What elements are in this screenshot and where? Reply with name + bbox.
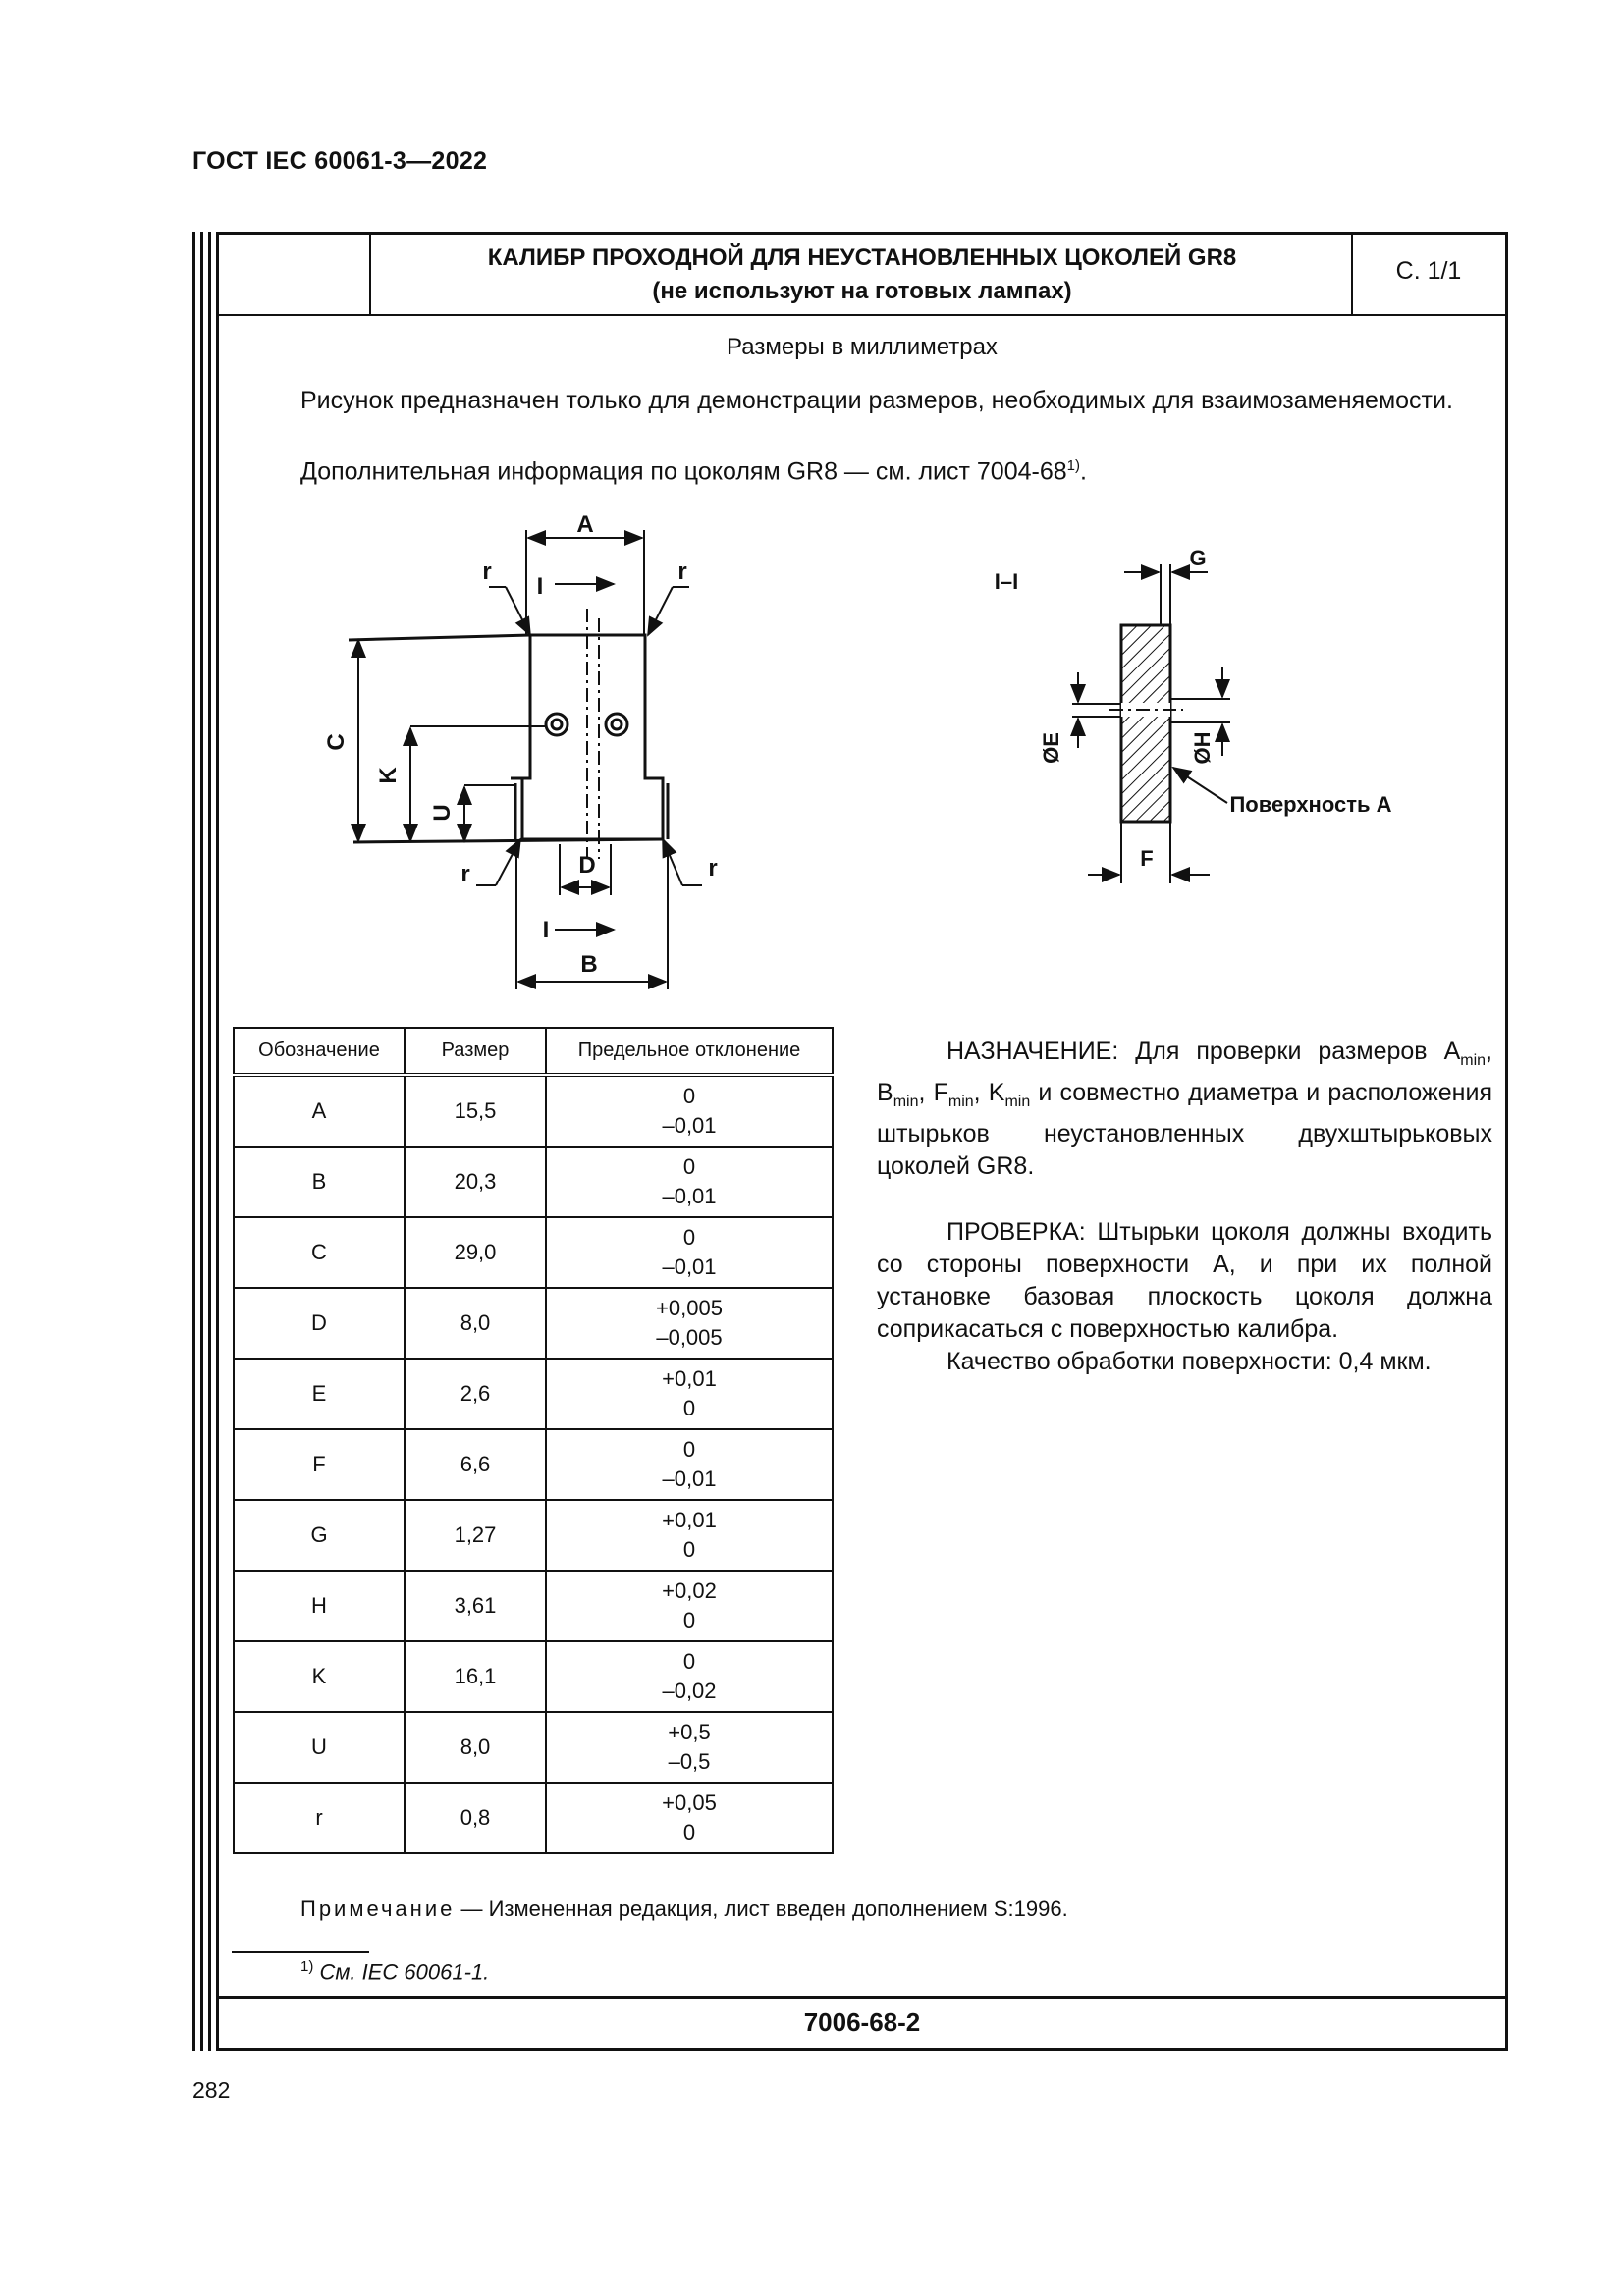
label-f: F bbox=[1140, 846, 1154, 871]
gauge-section-view bbox=[995, 546, 1392, 883]
surface-quality-paragraph: Качество обработки поверхности: 0,4 мкм. bbox=[947, 1348, 1432, 1375]
table-header-row bbox=[234, 1028, 833, 1075]
front-view-labels bbox=[323, 511, 718, 978]
intro-end: . bbox=[1080, 457, 1087, 486]
cell-symbol: G bbox=[234, 1500, 405, 1571]
table-row bbox=[234, 1641, 833, 1712]
cell-size: 6,6 bbox=[405, 1429, 546, 1500]
cell-tolerance: +0,01 0 bbox=[546, 1500, 833, 1571]
purpose-paragraph bbox=[877, 1036, 1492, 1183]
sym-b: B bbox=[877, 1079, 893, 1106]
intro-paragraph: Рисунок предназначен только для демонстрации размеров, необходимых для взаимозаменяемости. bbox=[300, 387, 1453, 414]
cell-tolerance: +0,005 –0,005 bbox=[546, 1288, 833, 1359]
cell-symbol: C bbox=[234, 1217, 405, 1288]
subscript-min: min bbox=[947, 1094, 974, 1110]
frame-border bbox=[216, 2048, 1508, 2051]
frame-border bbox=[216, 232, 1508, 235]
cell-size: 1,27 bbox=[405, 1500, 546, 1571]
header-divider bbox=[369, 232, 371, 316]
table-row bbox=[234, 1075, 833, 1147]
separator: , bbox=[918, 1079, 934, 1106]
sheet-title-line1: КАЛИБР ПРОХОДНОЙ ДЛЯ НЕУСТАНОВЛЕННЫХ ЦОКОЛЕЙ GR8 bbox=[487, 244, 1237, 271]
cell-symbol: K bbox=[234, 1641, 405, 1712]
cell-size: 8,0 bbox=[405, 1288, 546, 1359]
header-divider bbox=[216, 314, 1508, 316]
table-row bbox=[234, 1500, 833, 1571]
label-b: B bbox=[580, 951, 598, 978]
cell-tolerance: 0 –0,01 bbox=[546, 1075, 833, 1147]
label-r: r bbox=[460, 861, 470, 887]
note-text: — Измененная редакция, лист введен дополнением S:1996. bbox=[455, 1896, 1068, 1921]
table-row bbox=[234, 1288, 833, 1359]
sheet-label: С. 1/1 bbox=[1395, 257, 1462, 285]
label-section-mark: I bbox=[536, 573, 544, 600]
dimensions-table bbox=[233, 1027, 834, 1854]
cell-size: 0,8 bbox=[405, 1783, 546, 1853]
cell-size: 2,6 bbox=[405, 1359, 546, 1429]
sym-f: F bbox=[933, 1079, 948, 1106]
footnote-rule bbox=[232, 1951, 369, 1953]
label-d: D bbox=[578, 852, 596, 879]
table-row bbox=[234, 1571, 833, 1641]
cell-size: 29,0 bbox=[405, 1217, 546, 1288]
separator: , bbox=[973, 1079, 989, 1106]
table-row bbox=[234, 1783, 833, 1853]
cell-tolerance: +0,5 –0,5 bbox=[546, 1712, 833, 1783]
cell-tolerance: +0,02 0 bbox=[546, 1571, 833, 1641]
table-row bbox=[234, 1217, 833, 1288]
units-note: Размеры в миллиметрах bbox=[727, 334, 998, 360]
gauge-front-view bbox=[349, 635, 668, 842]
footnote-ref: 1) bbox=[1066, 457, 1080, 474]
subscript-min: min bbox=[1004, 1094, 1031, 1110]
intro-text: Дополнительная информация по цоколям GR8 — см. лист 7004-68 bbox=[300, 457, 1067, 486]
header-divider bbox=[1351, 232, 1353, 316]
cell-tolerance: 0 –0,01 bbox=[546, 1217, 833, 1288]
label-h: ØH bbox=[1190, 731, 1215, 765]
purpose-start: НАЗНАЧЕНИЕ: Для проверки размеров bbox=[947, 1038, 1444, 1065]
column-header: Обозначение bbox=[234, 1028, 405, 1075]
subscript-min: min bbox=[1460, 1052, 1487, 1069]
label-r: r bbox=[708, 855, 718, 881]
label-g: G bbox=[1189, 546, 1207, 570]
subscript-min: min bbox=[893, 1094, 919, 1110]
label-surface-a: Поверхность A bbox=[1229, 792, 1392, 817]
separator: , bbox=[1486, 1038, 1492, 1065]
table-row bbox=[234, 1359, 833, 1429]
footer-divider bbox=[216, 1996, 1508, 1999]
cell-symbol: r bbox=[234, 1783, 405, 1853]
cell-tolerance: 0 –0,02 bbox=[546, 1641, 833, 1712]
margin-rule bbox=[200, 232, 203, 2051]
note-label: Примечание bbox=[300, 1896, 456, 1921]
table-row bbox=[234, 1147, 833, 1217]
label-u: U bbox=[429, 804, 456, 822]
cell-symbol: E bbox=[234, 1359, 405, 1429]
label-e: ØE bbox=[1039, 732, 1063, 764]
purpose-text bbox=[877, 1036, 1492, 1378]
margin-rule bbox=[208, 232, 211, 2051]
cell-symbol: H bbox=[234, 1571, 405, 1641]
cell-symbol: A bbox=[234, 1075, 405, 1147]
sheet-number: 7006-68-2 bbox=[803, 2007, 921, 2037]
sym-k: K bbox=[988, 1079, 1005, 1106]
cell-symbol: D bbox=[234, 1288, 405, 1359]
cell-tolerance: 0 –0,01 bbox=[546, 1147, 833, 1217]
column-header: Предельное отклонение bbox=[546, 1028, 833, 1075]
table-row bbox=[234, 1429, 833, 1500]
cell-tolerance: 0 –0,01 bbox=[546, 1429, 833, 1500]
cell-size: 3,61 bbox=[405, 1571, 546, 1641]
cell-tolerance: +0,05 0 bbox=[546, 1783, 833, 1853]
cell-size: 15,5 bbox=[405, 1075, 546, 1147]
page-number: 282 bbox=[192, 2077, 231, 2103]
purpose-end: и совместно диаметра и расположения штырьков неустановленных двухштырьковых цоколей GR8. bbox=[877, 1079, 1492, 1180]
cell-symbol: B bbox=[234, 1147, 405, 1217]
sheet-title-line2: (не используют на готовых лампах) bbox=[652, 278, 1072, 304]
margin-rule bbox=[192, 232, 195, 2051]
label-r: r bbox=[482, 559, 492, 585]
label-k: K bbox=[375, 767, 402, 784]
cell-size: 20,3 bbox=[405, 1147, 546, 1217]
check-paragraph: ПРОВЕРКА: Штырьки цоколя должны входить со стороны поверхности А, и при их полной установке базовая плоскость цоколя должна соприкасаться с поверхностью калибра. bbox=[877, 1218, 1492, 1343]
sheet-title bbox=[373, 241, 1351, 308]
intro-paragraph-2 bbox=[300, 450, 1087, 488]
table-row bbox=[234, 1712, 833, 1783]
footnote-text: См. IEC 60061-1. bbox=[313, 1959, 490, 1985]
cell-tolerance: +0,01 0 bbox=[546, 1359, 833, 1429]
cell-symbol: F bbox=[234, 1429, 405, 1500]
sym-a: A bbox=[1443, 1038, 1461, 1065]
footnote bbox=[300, 1958, 489, 1985]
footnote-mark: 1) bbox=[300, 1958, 314, 1975]
cell-size: 16,1 bbox=[405, 1641, 546, 1712]
label-a: A bbox=[576, 511, 594, 538]
cell-symbol: U bbox=[234, 1712, 405, 1783]
gauge-drawing bbox=[216, 491, 1508, 1021]
label-c: C bbox=[323, 733, 350, 751]
note bbox=[300, 1896, 1068, 1922]
column-header: Размер bbox=[405, 1028, 546, 1075]
document-code: ГОСТ IEC 60061-3—2022 bbox=[192, 147, 488, 175]
label-r: r bbox=[677, 559, 687, 585]
cell-size: 8,0 bbox=[405, 1712, 546, 1783]
label-section-mark: I bbox=[542, 917, 550, 943]
label-section: I–I bbox=[994, 569, 1019, 594]
